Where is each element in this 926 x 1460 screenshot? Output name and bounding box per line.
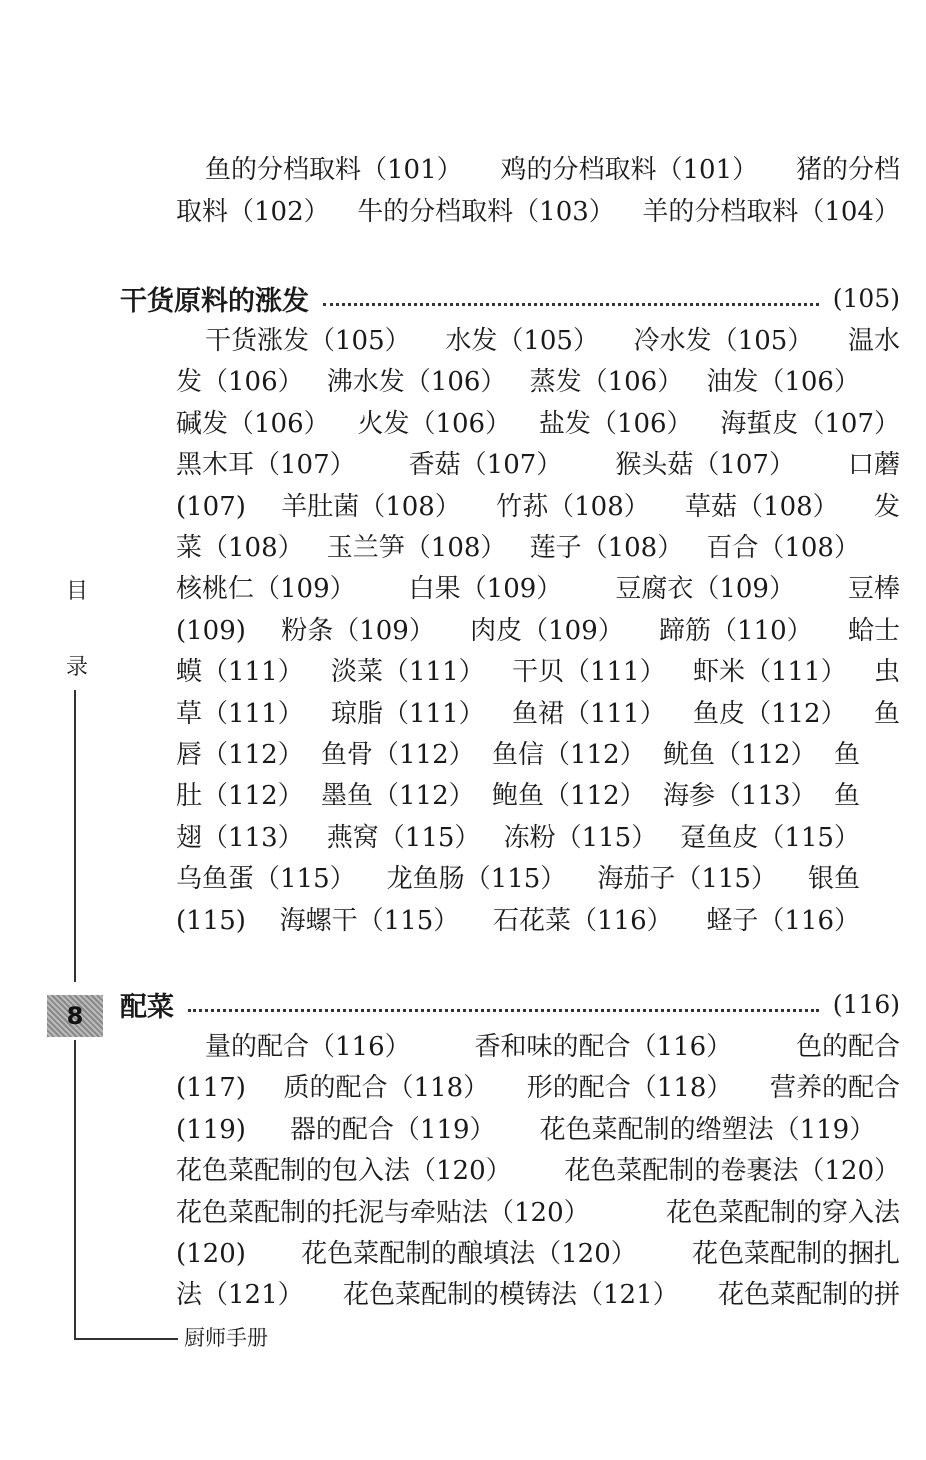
toc-entry: 趸鱼皮（115）	[680, 822, 860, 853]
toc-entry: 猴头菇（107）	[615, 450, 795, 481]
toc-entry: 冷水发（105）	[633, 326, 814, 356]
toc-entry: 海参（113）	[662, 781, 817, 812]
toc-line	[176, 818, 860, 859]
toc-entry: 龙鱼肠（115）	[386, 864, 567, 895]
sidebar-char-mu: 目	[66, 579, 89, 604]
toc-line	[176, 1234, 900, 1275]
toc-entry: 形的配合（118）	[526, 1073, 733, 1104]
toc-line	[176, 569, 900, 610]
section-page: (116)	[832, 989, 900, 1019]
toc-entry: 玉兰笋（108）	[326, 533, 507, 563]
toc-entry: 草菇（108）	[685, 491, 839, 522]
toc-entry: 粉条（109）	[281, 615, 435, 646]
toc-entry: 香和味的配合（116）	[474, 1032, 733, 1062]
toc-entry: 冻粉（115）	[503, 822, 658, 853]
toc-entry: 肚（112）	[176, 781, 304, 812]
toc-entry: 莲子（108）	[529, 533, 684, 563]
toc-entry: 淡菜（111）	[330, 657, 485, 688]
toc-entry: 虾米（111）	[692, 657, 847, 688]
toc-entry: 燕窝（115）	[326, 822, 481, 853]
toc-entry: 干货涨发（105）	[205, 326, 411, 356]
toc-entry: 蛤士	[847, 615, 900, 646]
toc-entry: 猪的分档	[795, 155, 900, 185]
toc-entry: 牛的分档取料（103）	[357, 196, 615, 227]
toc-line	[176, 901, 860, 942]
toc-entry: 法（121）	[176, 1280, 304, 1311]
page-number-badge: 8	[47, 995, 103, 1037]
toc-entry: 竹荪（108）	[496, 491, 650, 522]
toc-entry: 石花菜（116）	[493, 905, 673, 936]
toc-entry: 鲍鱼（112）	[491, 781, 646, 812]
toc-line	[176, 611, 900, 652]
toc-entry: 鱼	[833, 781, 860, 812]
toc-entry: 翅（113）	[176, 822, 304, 853]
toc-entry: 花色菜配制的卷裹法（120）	[564, 1156, 900, 1187]
toc-entry: 墨鱼（112）	[320, 781, 475, 812]
toc-line	[176, 192, 900, 233]
toc-entry: 菜（108）	[176, 533, 304, 563]
toc-entry: 花色菜配制的绺塑法（119）	[539, 1114, 876, 1145]
leader-dots	[188, 1009, 819, 1012]
toc-entry: (119)	[176, 1114, 246, 1145]
toc-line	[205, 150, 900, 191]
toc-entry: 黑木耳（107）	[176, 450, 356, 481]
toc-entry: 蛏子（116）	[706, 905, 860, 936]
toc-line	[176, 362, 860, 403]
section-title: 配菜	[120, 991, 174, 1023]
toc-line	[176, 1110, 900, 1151]
toc-entry: 香菇（107）	[408, 450, 563, 481]
toc-entry: 水发（105）	[445, 326, 599, 356]
toc-entry: 花色菜配制的包入法（120）	[176, 1156, 512, 1187]
toc-entry: 干贝（111）	[511, 657, 666, 688]
toc-line	[205, 1027, 900, 1068]
section-heading-dry-goods	[120, 278, 900, 318]
toc-entry: 蟆（111）	[176, 657, 304, 688]
toc-entry: 核桃仁（109）	[176, 574, 356, 605]
section-page: (105)	[832, 283, 900, 313]
toc-entry: 盐发（106）	[538, 408, 693, 439]
section-heading-garnish	[120, 984, 900, 1024]
toc-entry: 碱发（106）	[176, 408, 330, 439]
toc-entry: 唇（112）	[176, 740, 304, 770]
toc-entry: 肉皮（109）	[470, 615, 624, 646]
toc-entry: 鱼骨（112）	[320, 740, 475, 770]
book-title-footer: 厨师手册	[184, 1326, 268, 1350]
toc-line	[176, 735, 860, 776]
toc-entry: 质的配合（118）	[283, 1073, 490, 1104]
toc-entry: 鱼裙（111）	[511, 698, 666, 729]
toc-entry: 温水	[847, 326, 900, 356]
toc-entry: 量的配合（116）	[205, 1032, 411, 1062]
sidebar-rule-lower	[74, 1040, 76, 1340]
toc-entry: 油发（106）	[706, 367, 860, 398]
toc-entry: 鱼信（112）	[491, 740, 646, 770]
toc-entry: 营养的配合	[769, 1073, 900, 1104]
toc-entry: 发	[873, 491, 900, 522]
toc-line	[176, 1151, 900, 1192]
toc-line	[176, 859, 860, 900]
sidebar-char-lu: 录	[66, 655, 89, 680]
toc-entry: 虫	[873, 657, 900, 688]
toc-entry: 海茄子（115）	[597, 864, 777, 895]
toc-entry: 百合（108）	[706, 533, 860, 563]
leader-dots	[323, 303, 819, 306]
sidebar-rule-upper	[74, 690, 76, 982]
toc-entry: 鸡的分档取料（101）	[500, 155, 759, 185]
toc-entry: 花色菜配制的拼	[717, 1280, 900, 1311]
toc-entry: 草（111）	[176, 698, 304, 729]
toc-entry: 乌鱼蛋（115）	[176, 864, 356, 895]
toc-line	[176, 1275, 900, 1316]
toc-entry: 鱼	[873, 698, 900, 729]
toc-entry: 鱼皮（112）	[692, 698, 847, 729]
toc-line	[176, 652, 900, 693]
toc-entry: 发（106）	[176, 367, 304, 398]
toc-entry: 蹄筋（110）	[659, 615, 813, 646]
toc-line	[176, 776, 860, 817]
toc-entry: 花色菜配制的托泥与牵贴法（120）	[176, 1197, 590, 1228]
toc-entry: 羊的分档取料（104）	[642, 196, 900, 227]
toc-entry: (120)	[176, 1239, 246, 1269]
toc-entry: 鱼的分档取料（101）	[205, 155, 463, 185]
toc-line	[176, 404, 900, 445]
section-title: 干货原料的涨发	[120, 285, 309, 317]
toc-entry: 白果（109）	[408, 574, 563, 605]
toc-entry: 花色菜配制的模铸法（121）	[342, 1280, 679, 1311]
toc-line	[176, 487, 900, 528]
toc-entry: 银鱼	[807, 864, 860, 895]
toc-entry: 花色菜配制的捆扎	[691, 1239, 900, 1269]
toc-entry: 豆棒	[847, 574, 900, 605]
toc-line	[176, 1068, 900, 1109]
toc-entry: 口蘑	[847, 450, 900, 481]
toc-line	[176, 528, 860, 569]
toc-entry: 海蜇皮（107）	[720, 408, 900, 439]
toc-line	[176, 445, 900, 486]
toc-entry: 琼脂（111）	[330, 698, 485, 729]
toc-entry: (107)	[176, 491, 246, 522]
toc-entry: 鱼	[833, 740, 860, 770]
toc-entry: 鱿鱼（112）	[662, 740, 817, 770]
toc-entry: 色的配合	[795, 1032, 900, 1062]
toc-entry: 海螺干（115）	[279, 905, 460, 936]
toc-line	[176, 694, 900, 735]
toc-entry: 羊肚菌（108）	[281, 491, 461, 522]
toc-entry: 花色菜配制的穿入法	[665, 1197, 900, 1228]
toc-entry: 豆腐衣（109）	[615, 574, 795, 605]
toc-line	[205, 321, 900, 362]
toc-entry: (109)	[176, 615, 246, 646]
toc-entry: 火发（106）	[357, 408, 512, 439]
toc-entry: 蒸发（106）	[529, 367, 684, 398]
toc-entry: (115)	[176, 905, 246, 936]
toc-entry: 花色菜配制的酿填法（120）	[301, 1239, 637, 1269]
toc-entry: 取料（102）	[176, 196, 330, 227]
toc-entry: (117)	[176, 1073, 246, 1104]
toc-line	[176, 1193, 900, 1234]
footer-rule	[74, 1338, 178, 1340]
toc-entry: 器的配合（119）	[289, 1114, 496, 1145]
toc-entry: 沸水发（106）	[326, 367, 507, 398]
